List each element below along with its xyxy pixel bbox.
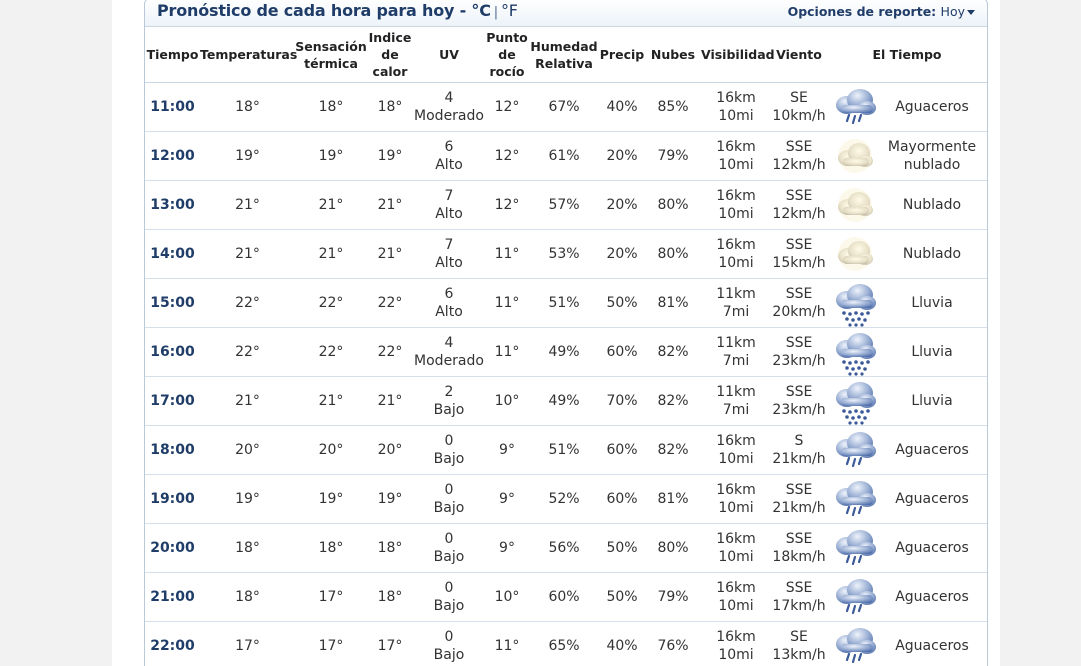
cell-humidity: 52% <box>529 475 599 524</box>
condition-line: Nublado <box>902 197 962 213</box>
showers-icon <box>831 526 879 572</box>
cell-precip: 60% <box>599 426 645 475</box>
cell-time: 12:00 <box>145 132 200 181</box>
cell-heat: 21° <box>367 230 413 279</box>
cell-wind <box>771 475 827 524</box>
col-uv: UV <box>413 27 485 83</box>
cell-visibility <box>701 83 771 132</box>
cell-dew: 11° <box>485 328 529 377</box>
col-wind: Viento <box>771 27 827 83</box>
cell-dew: 12° <box>485 132 529 181</box>
vis-mi: 10mi <box>718 500 754 516</box>
cell-temp: 21° <box>200 230 295 279</box>
col-feels: Sensación térmica <box>295 27 367 83</box>
cell-uv <box>413 83 485 132</box>
condition-text <box>879 588 981 606</box>
uv-level: Alto <box>435 255 463 271</box>
vis-km: 16km <box>716 629 756 645</box>
col-precip: Precip <box>599 27 645 83</box>
report-options-dropdown[interactable] <box>941 4 975 19</box>
table-row <box>145 328 987 377</box>
cell-wind <box>771 573 827 622</box>
cell-dew: 9° <box>485 426 529 475</box>
vis-km: 16km <box>716 188 756 204</box>
hourly-forecast-panel <box>144 0 988 666</box>
wind-speed: 13km/h <box>772 647 826 663</box>
chevron-down-icon <box>967 10 975 15</box>
vis-mi: 10mi <box>718 255 754 271</box>
cell-uv <box>413 181 485 230</box>
vis-km: 11km <box>716 384 756 400</box>
cell-heat: 18° <box>367 524 413 573</box>
vis-mi: 7mi <box>722 353 750 369</box>
condition-text <box>879 490 981 508</box>
wind-direction: SSE <box>785 237 813 253</box>
cell-temp: 19° <box>200 475 295 524</box>
uv-value: 4 <box>444 90 454 106</box>
cell-humidity: 51% <box>529 279 599 328</box>
cell-weather <box>827 328 987 377</box>
cell-humidity: 61% <box>529 132 599 181</box>
cell-uv <box>413 426 485 475</box>
uv-level: Bajo <box>433 647 465 663</box>
condition-text <box>879 98 981 116</box>
cell-dew: 11° <box>485 230 529 279</box>
uv-level: Alto <box>435 304 463 320</box>
cell-wind <box>771 426 827 475</box>
cell-feels: 20° <box>295 426 367 475</box>
cell-heat: 17° <box>367 622 413 666</box>
vis-mi: 7mi <box>722 304 750 320</box>
table-row <box>145 524 987 573</box>
cell-uv <box>413 622 485 666</box>
unit-fahrenheit-link[interactable]: °F <box>500 1 518 20</box>
table-row <box>145 279 987 328</box>
wind-direction: SSE <box>785 384 813 400</box>
cell-heat: 19° <box>367 132 413 181</box>
wind-speed: 10km/h <box>772 108 826 124</box>
vis-mi: 10mi <box>718 647 754 663</box>
vis-mi: 10mi <box>718 598 754 614</box>
cell-clouds: 81% <box>645 279 701 328</box>
cell-wind <box>771 622 827 666</box>
cell-uv <box>413 475 485 524</box>
wind-direction: S <box>794 433 804 449</box>
panel-title <box>157 1 518 20</box>
showers-icon <box>831 575 879 621</box>
uv-value: 0 <box>444 531 454 547</box>
report-options <box>788 4 975 19</box>
rain-icon <box>831 330 879 376</box>
rain-icon <box>831 379 879 425</box>
cell-feels: 19° <box>295 475 367 524</box>
cell-feels: 22° <box>295 279 367 328</box>
vis-mi: 10mi <box>718 451 754 467</box>
cell-time: 21:00 <box>145 573 200 622</box>
cell-clouds: 85% <box>645 83 701 132</box>
condition-line: Lluvia <box>911 344 953 360</box>
cell-humidity: 56% <box>529 524 599 573</box>
cell-visibility <box>701 475 771 524</box>
uv-value: 6 <box>444 286 454 302</box>
cell-precip: 70% <box>599 377 645 426</box>
table-row <box>145 230 987 279</box>
cell-weather <box>827 475 987 524</box>
uv-level: Alto <box>435 206 463 222</box>
table-row <box>145 181 987 230</box>
cell-weather <box>827 377 987 426</box>
vis-km: 16km <box>716 531 756 547</box>
condition-line: Aguaceros <box>895 99 969 115</box>
cell-temp: 18° <box>200 573 295 622</box>
uv-level: Bajo <box>433 402 465 418</box>
wind-speed: 23km/h <box>772 353 826 369</box>
cell-clouds: 82% <box>645 328 701 377</box>
cell-feels: 18° <box>295 83 367 132</box>
uv-value: 2 <box>444 384 454 400</box>
cell-visibility <box>701 622 771 666</box>
wind-speed: 12km/h <box>772 206 826 222</box>
uv-value: 7 <box>444 237 454 253</box>
condition-text <box>879 637 981 655</box>
table-row <box>145 573 987 622</box>
condition-text <box>879 294 981 312</box>
uv-value: 6 <box>444 139 454 155</box>
cell-clouds: 82% <box>645 426 701 475</box>
condition-line: Aguaceros <box>895 589 969 605</box>
cell-temp: 21° <box>200 181 295 230</box>
uv-value: 0 <box>444 629 454 645</box>
condition-text <box>879 441 981 459</box>
col-humidity: Humedad Relativa <box>529 27 599 83</box>
cell-heat: 18° <box>367 83 413 132</box>
cell-time: 14:00 <box>145 230 200 279</box>
table-row <box>145 622 987 666</box>
cell-precip: 20% <box>599 230 645 279</box>
cloudy-icon <box>831 232 879 278</box>
cell-feels: 18° <box>295 524 367 573</box>
cell-wind <box>771 524 827 573</box>
cell-wind <box>771 230 827 279</box>
condition-line: Aguaceros <box>895 540 969 556</box>
cell-weather <box>827 524 987 573</box>
wind-direction: SSE <box>785 139 813 155</box>
cell-precip: 40% <box>599 83 645 132</box>
cell-uv <box>413 573 485 622</box>
col-dew: Punto de rocío <box>485 27 529 83</box>
cell-uv <box>413 377 485 426</box>
cell-visibility <box>701 573 771 622</box>
vis-km: 16km <box>716 580 756 596</box>
showers-icon <box>831 428 879 474</box>
condition-text <box>879 539 981 557</box>
cell-clouds: 82% <box>645 377 701 426</box>
cell-visibility <box>701 132 771 181</box>
cell-heat: 19° <box>367 475 413 524</box>
uv-level: Bajo <box>433 598 465 614</box>
cell-precip: 20% <box>599 132 645 181</box>
cell-uv <box>413 132 485 181</box>
cell-clouds: 80% <box>645 181 701 230</box>
wind-speed: 17km/h <box>772 598 826 614</box>
cell-temp: 17° <box>200 622 295 666</box>
cell-precip: 50% <box>599 279 645 328</box>
wind-speed: 18km/h <box>772 549 826 565</box>
cell-time: 22:00 <box>145 622 200 666</box>
condition-text <box>879 138 981 174</box>
uv-value: 0 <box>444 433 454 449</box>
vis-km: 16km <box>716 237 756 253</box>
uv-value: 4 <box>444 335 454 351</box>
cell-temp: 18° <box>200 524 295 573</box>
cell-time: 13:00 <box>145 181 200 230</box>
cell-uv <box>413 524 485 573</box>
cell-heat: 18° <box>367 573 413 622</box>
vis-mi: 7mi <box>722 402 750 418</box>
wind-speed: 23km/h <box>772 402 826 418</box>
wind-speed: 15km/h <box>772 255 826 271</box>
vis-km: 16km <box>716 139 756 155</box>
cell-temp: 21° <box>200 377 295 426</box>
condition-text <box>879 196 981 214</box>
title-text: Pronóstico de cada hora para hoy - <box>157 1 472 20</box>
condition-text <box>879 245 981 263</box>
vis-km: 11km <box>716 286 756 302</box>
cell-clouds: 76% <box>645 622 701 666</box>
cell-visibility <box>701 328 771 377</box>
cell-wind <box>771 377 827 426</box>
table-row <box>145 377 987 426</box>
cell-clouds: 81% <box>645 475 701 524</box>
cell-time: 11:00 <box>145 83 200 132</box>
wind-speed: 21km/h <box>772 451 826 467</box>
wind-speed: 21km/h <box>772 500 826 516</box>
cell-weather <box>827 426 987 475</box>
cell-humidity: 60% <box>529 573 599 622</box>
cell-heat: 21° <box>367 181 413 230</box>
cell-temp: 20° <box>200 426 295 475</box>
cell-precip: 40% <box>599 622 645 666</box>
cell-humidity: 57% <box>529 181 599 230</box>
cell-uv <box>413 230 485 279</box>
col-clouds: Nubes <box>645 27 701 83</box>
panel-header <box>145 0 987 27</box>
wind-direction: SSE <box>785 580 813 596</box>
col-visibility: Visibilidad <box>701 27 771 83</box>
uv-level: Moderado <box>414 108 484 124</box>
wind-direction: SSE <box>785 482 813 498</box>
cell-wind <box>771 132 827 181</box>
cell-dew: 9° <box>485 475 529 524</box>
showers-icon <box>831 85 879 131</box>
cell-wind <box>771 279 827 328</box>
cell-visibility <box>701 230 771 279</box>
vis-km: 16km <box>716 90 756 106</box>
cell-visibility <box>701 426 771 475</box>
cell-weather <box>827 622 987 666</box>
wind-direction: SE <box>790 90 808 106</box>
unit-celsius-link[interactable]: °C <box>471 1 491 20</box>
cell-weather <box>827 132 987 181</box>
uv-level: Bajo <box>433 500 465 516</box>
wind-direction: SSE <box>785 188 813 204</box>
condition-line: Aguaceros <box>895 491 969 507</box>
cell-time: 20:00 <box>145 524 200 573</box>
cell-wind <box>771 328 827 377</box>
cell-precip: 20% <box>599 181 645 230</box>
col-temp: Temperaturas <box>200 27 295 83</box>
vis-km: 11km <box>716 335 756 351</box>
vis-mi: 10mi <box>718 157 754 173</box>
cell-heat: 21° <box>367 377 413 426</box>
wind-speed: 20km/h <box>772 304 826 320</box>
cell-wind <box>771 83 827 132</box>
uv-level: Moderado <box>414 353 484 369</box>
condition-text <box>879 392 981 410</box>
cell-humidity: 51% <box>529 426 599 475</box>
cell-feels: 19° <box>295 132 367 181</box>
cell-clouds: 79% <box>645 132 701 181</box>
showers-icon <box>831 477 879 523</box>
cell-clouds: 80% <box>645 524 701 573</box>
page <box>112 0 1000 666</box>
uv-level: Bajo <box>433 549 465 565</box>
wind-direction: SSE <box>785 335 813 351</box>
cell-dew: 10° <box>485 377 529 426</box>
wind-direction: SE <box>790 629 808 645</box>
table-body <box>145 83 987 666</box>
cell-time: 16:00 <box>145 328 200 377</box>
cell-weather <box>827 230 987 279</box>
cell-precip: 60% <box>599 475 645 524</box>
condition-line: Nublado <box>902 246 962 262</box>
condition-line: Lluvia <box>911 393 953 409</box>
wind-direction: SSE <box>785 286 813 302</box>
cell-feels: 22° <box>295 328 367 377</box>
cell-dew: 10° <box>485 573 529 622</box>
cell-humidity: 65% <box>529 622 599 666</box>
table-row <box>145 132 987 181</box>
uv-value: 0 <box>444 580 454 596</box>
cell-weather <box>827 573 987 622</box>
cell-uv <box>413 328 485 377</box>
vis-mi: 10mi <box>718 108 754 124</box>
condition-line: Aguaceros <box>895 442 969 458</box>
cell-dew: 12° <box>485 181 529 230</box>
wind-direction: SSE <box>785 531 813 547</box>
cell-feels: 21° <box>295 230 367 279</box>
table-row <box>145 83 987 132</box>
cell-weather <box>827 83 987 132</box>
report-options-label: Opciones de reporte: <box>787 4 937 19</box>
cell-wind <box>771 181 827 230</box>
cell-weather <box>827 181 987 230</box>
uv-value: 7 <box>444 188 454 204</box>
cell-feels: 21° <box>295 181 367 230</box>
cell-feels: 17° <box>295 573 367 622</box>
table-row <box>145 475 987 524</box>
cell-time: 15:00 <box>145 279 200 328</box>
cell-temp: 22° <box>200 279 295 328</box>
cell-time: 19:00 <box>145 475 200 524</box>
table-header-row <box>145 27 987 83</box>
cell-visibility <box>701 524 771 573</box>
cell-heat: 22° <box>367 328 413 377</box>
vis-km: 16km <box>716 482 756 498</box>
cell-heat: 22° <box>367 279 413 328</box>
cell-visibility <box>701 181 771 230</box>
uv-level: Bajo <box>433 451 465 467</box>
report-options-value: Hoy <box>940 4 965 19</box>
cell-humidity: 53% <box>529 230 599 279</box>
col-time: Tiempo <box>145 27 200 83</box>
cell-temp: 19° <box>200 132 295 181</box>
cell-humidity: 49% <box>529 328 599 377</box>
cloudy-icon <box>831 183 879 229</box>
cell-dew: 11° <box>485 622 529 666</box>
cell-humidity: 49% <box>529 377 599 426</box>
cell-clouds: 79% <box>645 573 701 622</box>
condition-line: Aguaceros <box>895 638 969 654</box>
cell-heat: 20° <box>367 426 413 475</box>
vis-mi: 10mi <box>718 206 754 222</box>
cell-temp: 18° <box>200 83 295 132</box>
vis-km: 16km <box>716 433 756 449</box>
cell-visibility <box>701 279 771 328</box>
condition-line: Lluvia <box>911 295 953 311</box>
cell-dew: 9° <box>485 524 529 573</box>
col-weather: El Tiempo <box>827 27 987 83</box>
condition-line: Mayormente <box>887 139 977 155</box>
uv-value: 0 <box>444 482 454 498</box>
cell-precip: 50% <box>599 573 645 622</box>
rain-icon <box>831 281 879 327</box>
condition-text <box>879 343 981 361</box>
cell-dew: 11° <box>485 279 529 328</box>
uv-level: Alto <box>435 157 463 173</box>
cell-weather <box>827 279 987 328</box>
cell-uv <box>413 279 485 328</box>
table-row <box>145 426 987 475</box>
cell-humidity: 67% <box>529 83 599 132</box>
cell-feels: 17° <box>295 622 367 666</box>
mostly-cloudy-icon <box>831 134 879 180</box>
wind-speed: 12km/h <box>772 157 826 173</box>
cell-time: 18:00 <box>145 426 200 475</box>
unit-separator: | <box>493 5 498 20</box>
cell-clouds: 80% <box>645 230 701 279</box>
forecast-table <box>145 27 987 666</box>
cell-time: 17:00 <box>145 377 200 426</box>
vis-mi: 10mi <box>718 549 754 565</box>
cell-dew: 12° <box>485 83 529 132</box>
cell-precip: 60% <box>599 328 645 377</box>
cell-temp: 22° <box>200 328 295 377</box>
left-margin <box>0 0 112 666</box>
condition-line: nublado <box>903 157 961 173</box>
cell-feels: 21° <box>295 377 367 426</box>
col-heat: Indice de calor <box>367 27 413 83</box>
showers-icon <box>831 624 879 666</box>
cell-precip: 50% <box>599 524 645 573</box>
cell-visibility <box>701 377 771 426</box>
